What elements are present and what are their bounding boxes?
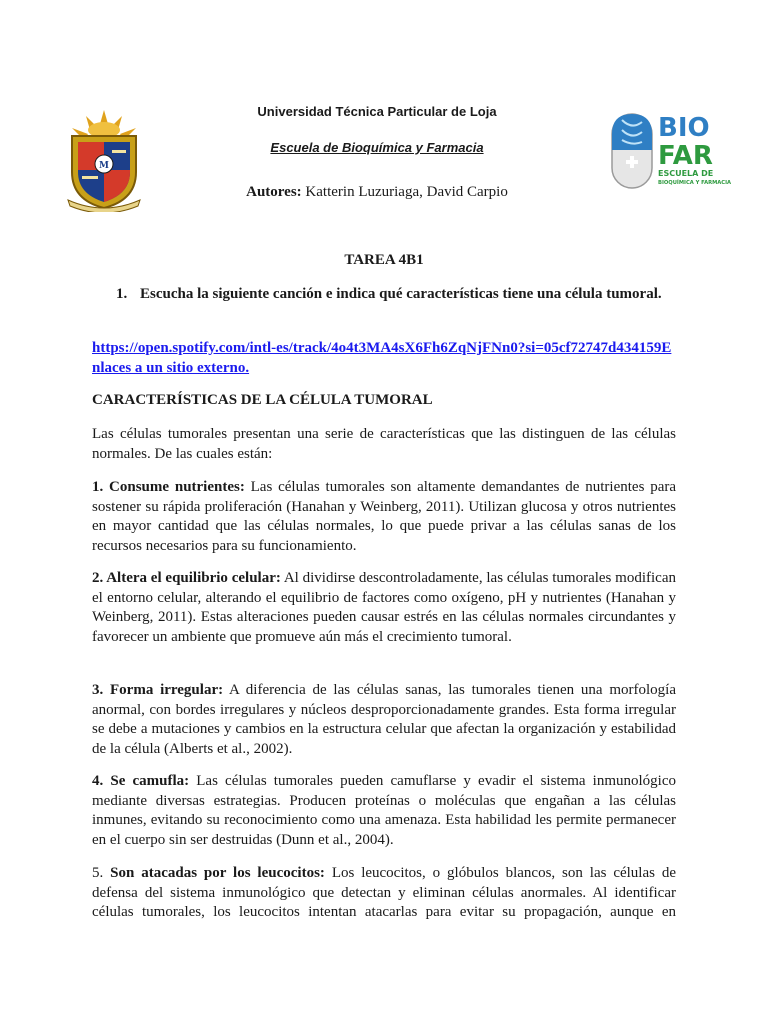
university-name: Universidad Técnica Particular de Loja xyxy=(257,104,497,119)
question-text: Escucha la siguiente canción e indica qué características tiene una célula tumoral. xyxy=(140,286,662,302)
characteristic-text: Al dividirse descontroladamente, las células tumorales modifican el entorno celular, alterando el equilibrio de factores como oxígeno, pH y nutrientes (Hanahan y Weinberg, 2011). Estas alteraciones pueden causar estrés en las células normales circundantes y favorecer un ambiente que promueve aún más el crecimiento tumoral. xyxy=(92,570,676,645)
characteristic-text: Las células tumorales pueden camuflarse y evadir el sistema inmunológico mediante diversas estrategias. Producen proteínas o moléculas que engañan a las células inmunes, evitando su reconocimiento como una amenaza. Esta habilidad les permite permanecer en el cuerpo sin ser destruidas (Dunn et al., 2004). xyxy=(92,773,677,848)
svg-text:BIOQUÍMICA Y FARMACIA: BIOQUÍMICA Y FARMACIA xyxy=(658,180,732,186)
authors-names: Katterin Luzuriaga, David Carpio xyxy=(305,184,508,200)
characteristic-text: Los leucocitos, o glóbulos blancos, son las células de defensa del sistema inmunológico que detectan y eliminan células anormales. Al identificar células tumorales, los leucocitos intentan atacarlas para evitar su propagación, aunque en xyxy=(92,865,677,920)
spotify-link[interactable]: https://open.spotify.com/intl-es/track/4o4t3MA4sX6Fh6ZqNjFNn0?si=05cf72747d434159Enlaces a un sitio externo. xyxy=(92,340,672,376)
svg-text:M: M xyxy=(99,161,109,171)
characteristic-heading: 2. Altera el equilibrio celular: xyxy=(92,570,281,586)
university-crest-logo xyxy=(62,108,146,212)
characteristic-paragraph xyxy=(92,478,676,556)
authors-line xyxy=(150,184,604,201)
biofar-logo xyxy=(608,110,732,194)
characteristic-heading: 4. Se camufla: xyxy=(92,773,190,789)
authors-label: Autores: xyxy=(246,184,302,200)
task-title: TAREA 4B1 xyxy=(344,252,424,268)
svg-text:FAR: FAR xyxy=(658,141,713,171)
characteristic-paragraph xyxy=(92,864,676,923)
characteristic-paragraph xyxy=(92,681,676,759)
svg-text:ESCUELA DE: ESCUELA DE xyxy=(658,169,714,178)
characteristic-text: A diferencia de las células sanas, las tumorales tienen una morfología anormal, con bordes irregulares y núcleos desproporcionadamente grandes. Esta forma irregular se debe a mutaciones y cambios en la estructura celular que afectan la organización y estabilidad de la célula (Alberts et al., 2002). xyxy=(92,682,676,757)
characteristic-paragraph xyxy=(92,569,676,647)
characteristic-paragraph xyxy=(92,772,676,850)
characteristic-heading: 3. Forma irregular: xyxy=(92,682,224,698)
characteristic-number: 5. xyxy=(92,865,104,881)
characteristic-text: Las células tumorales son altamente demandantes de nutrientes para sostener su rápida proliferación (Hanahan y Weinberg, 2011). Utilizan glucosa y otros nutrientes en mayor cantidad que las células normales, lo que puede privar a las células sanas de los recursos necesarios para su funcionamiento. xyxy=(92,479,677,554)
section-title: CARACTERÍSTICAS DE LA CÉLULA TUMORAL xyxy=(92,392,433,408)
question-number: 1. xyxy=(116,286,128,302)
intro-paragraph: Las células tumorales presentan una serie de características que las distinguen de las células normales. De las cuales están: xyxy=(92,426,676,462)
characteristic-heading: 1. Consume nutrientes: xyxy=(92,479,245,495)
question-item xyxy=(116,285,676,305)
school-name: Escuela de Bioquímica y Farmacia xyxy=(270,140,484,155)
characteristic-heading: Son atacadas por los leucocitos: xyxy=(110,865,325,881)
svg-text:BIO: BIO xyxy=(658,113,710,143)
